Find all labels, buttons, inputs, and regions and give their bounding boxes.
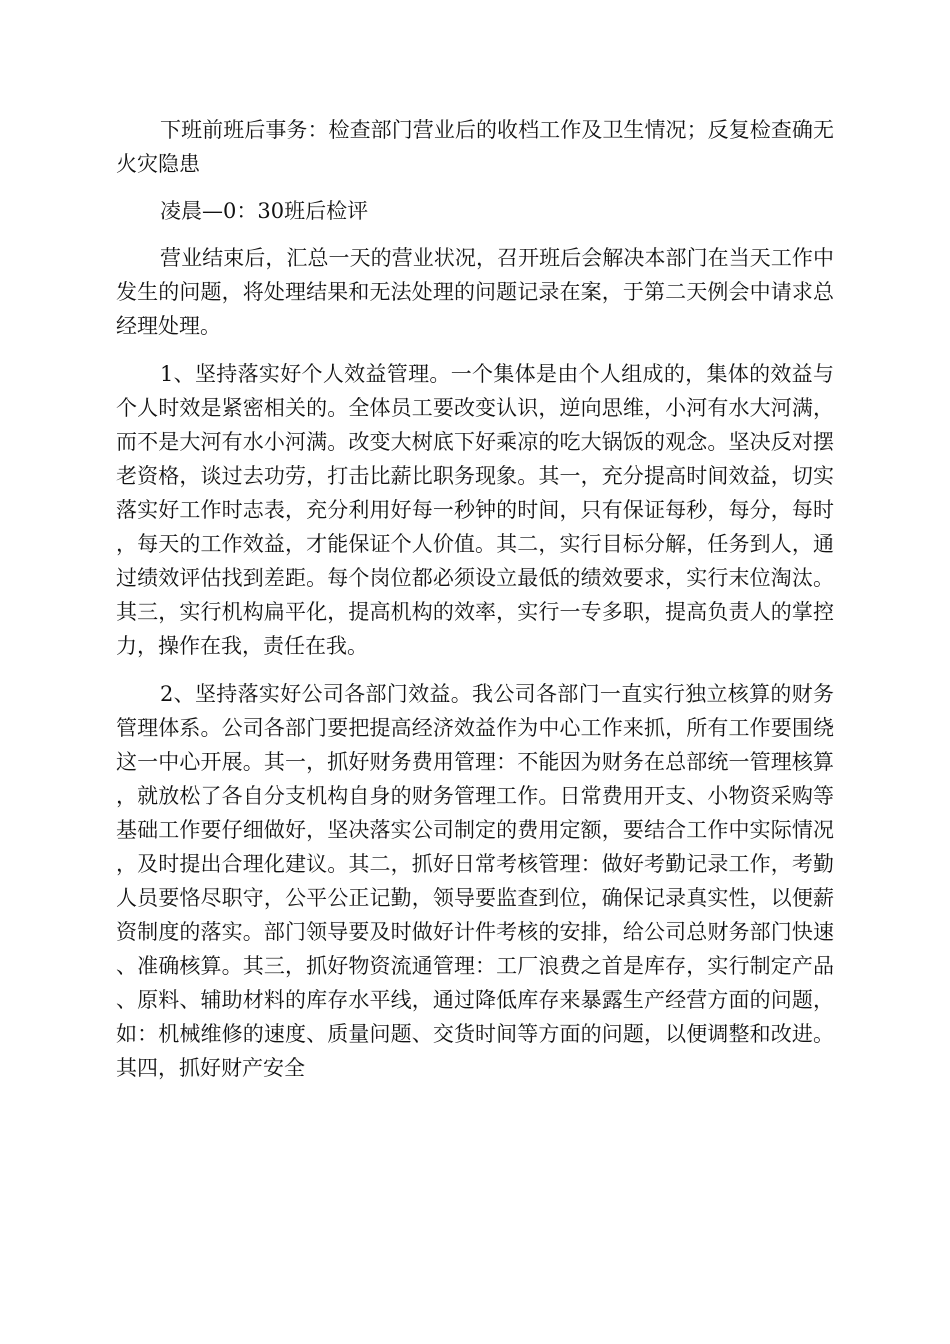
- paragraph-item-2: 2、坚持落实好公司各部门效益。我公司各部门一直实行独立核算的财务管理体系。公司各部门要把提高经济效益作为中心工作来抓，所有工作要围绕这一中心开展。其一，抓好财务费用管理：不能因为财务在总部统一管理核算，就放松了各自分支机构自身的财务管理工作。日常费用开支、小物资采购等基础工作要仔细做好，坚决落实公司制定的费用定额，要结合工作中实际情况，及时提出合理化建议。其二，抓好日常考核管理：做好考勤记录工作，考勤人员要恪尽职守，公平公正记勤，领导要监查到位，确保记录真实性，以便薪资制度的落实。部门领导要及时做好计件考核的安排，给公司总财务部门快速、准确核算。其三，抓好物资流通管理：工厂浪费之首是库存，实行制定产品、原料、辅助材料的库存水平线，通过降低库存来暴露生产经营方面的问题，如：机械维修的速度、质量问题、交货时间等方面的问题，以便调整和改进。其四，抓好财产安全: [116, 682, 834, 1080]
- paragraph-closing-duties: 下班前班后事务：检查部门营业后的收档工作及卫生情况；反复检查确无火灾隐患: [116, 118, 834, 176]
- paragraph-late-night-review: 凌晨—0：30班后检评: [160, 199, 369, 223]
- paragraph-after-business: 营业结束后，汇总一天的营业状况，召开班后会解决本部门在当天工作中发生的问题，将处理结果和无法处理的问题记录在案，于第二天例会中请求总经理处理。: [116, 246, 834, 338]
- document-body: [116, 113, 834, 1099]
- paragraph-item-1: 1、坚持落实好个人效益管理。一个集体是由个人组成的，集体的效益与个人时效是紧密相关的。全体员工要改变认识，逆向思维，小河有水大河满，而不是大河有水小河满。改变大树底下好乘凉的吃大锅饭的观念。坚决反对摆老资格，谈过去功劳，打击比薪比职务现象。其一，充分提高时间效益，切实落实好工作时志表，充分利用好每一秒钟的时间，只有保证每秒，每分，每时，每天的工作效益，才能保证个人价值。其二，实行目标分解，任务到人，通过绩效评估找到差距。每个岗位都必须设立最低的绩效要求，实行末位淘汰。其三，实行机构扁平化，提高机构的效率，实行一专多职，提高负责人的掌控力，操作在我，责任在我。: [116, 362, 834, 658]
